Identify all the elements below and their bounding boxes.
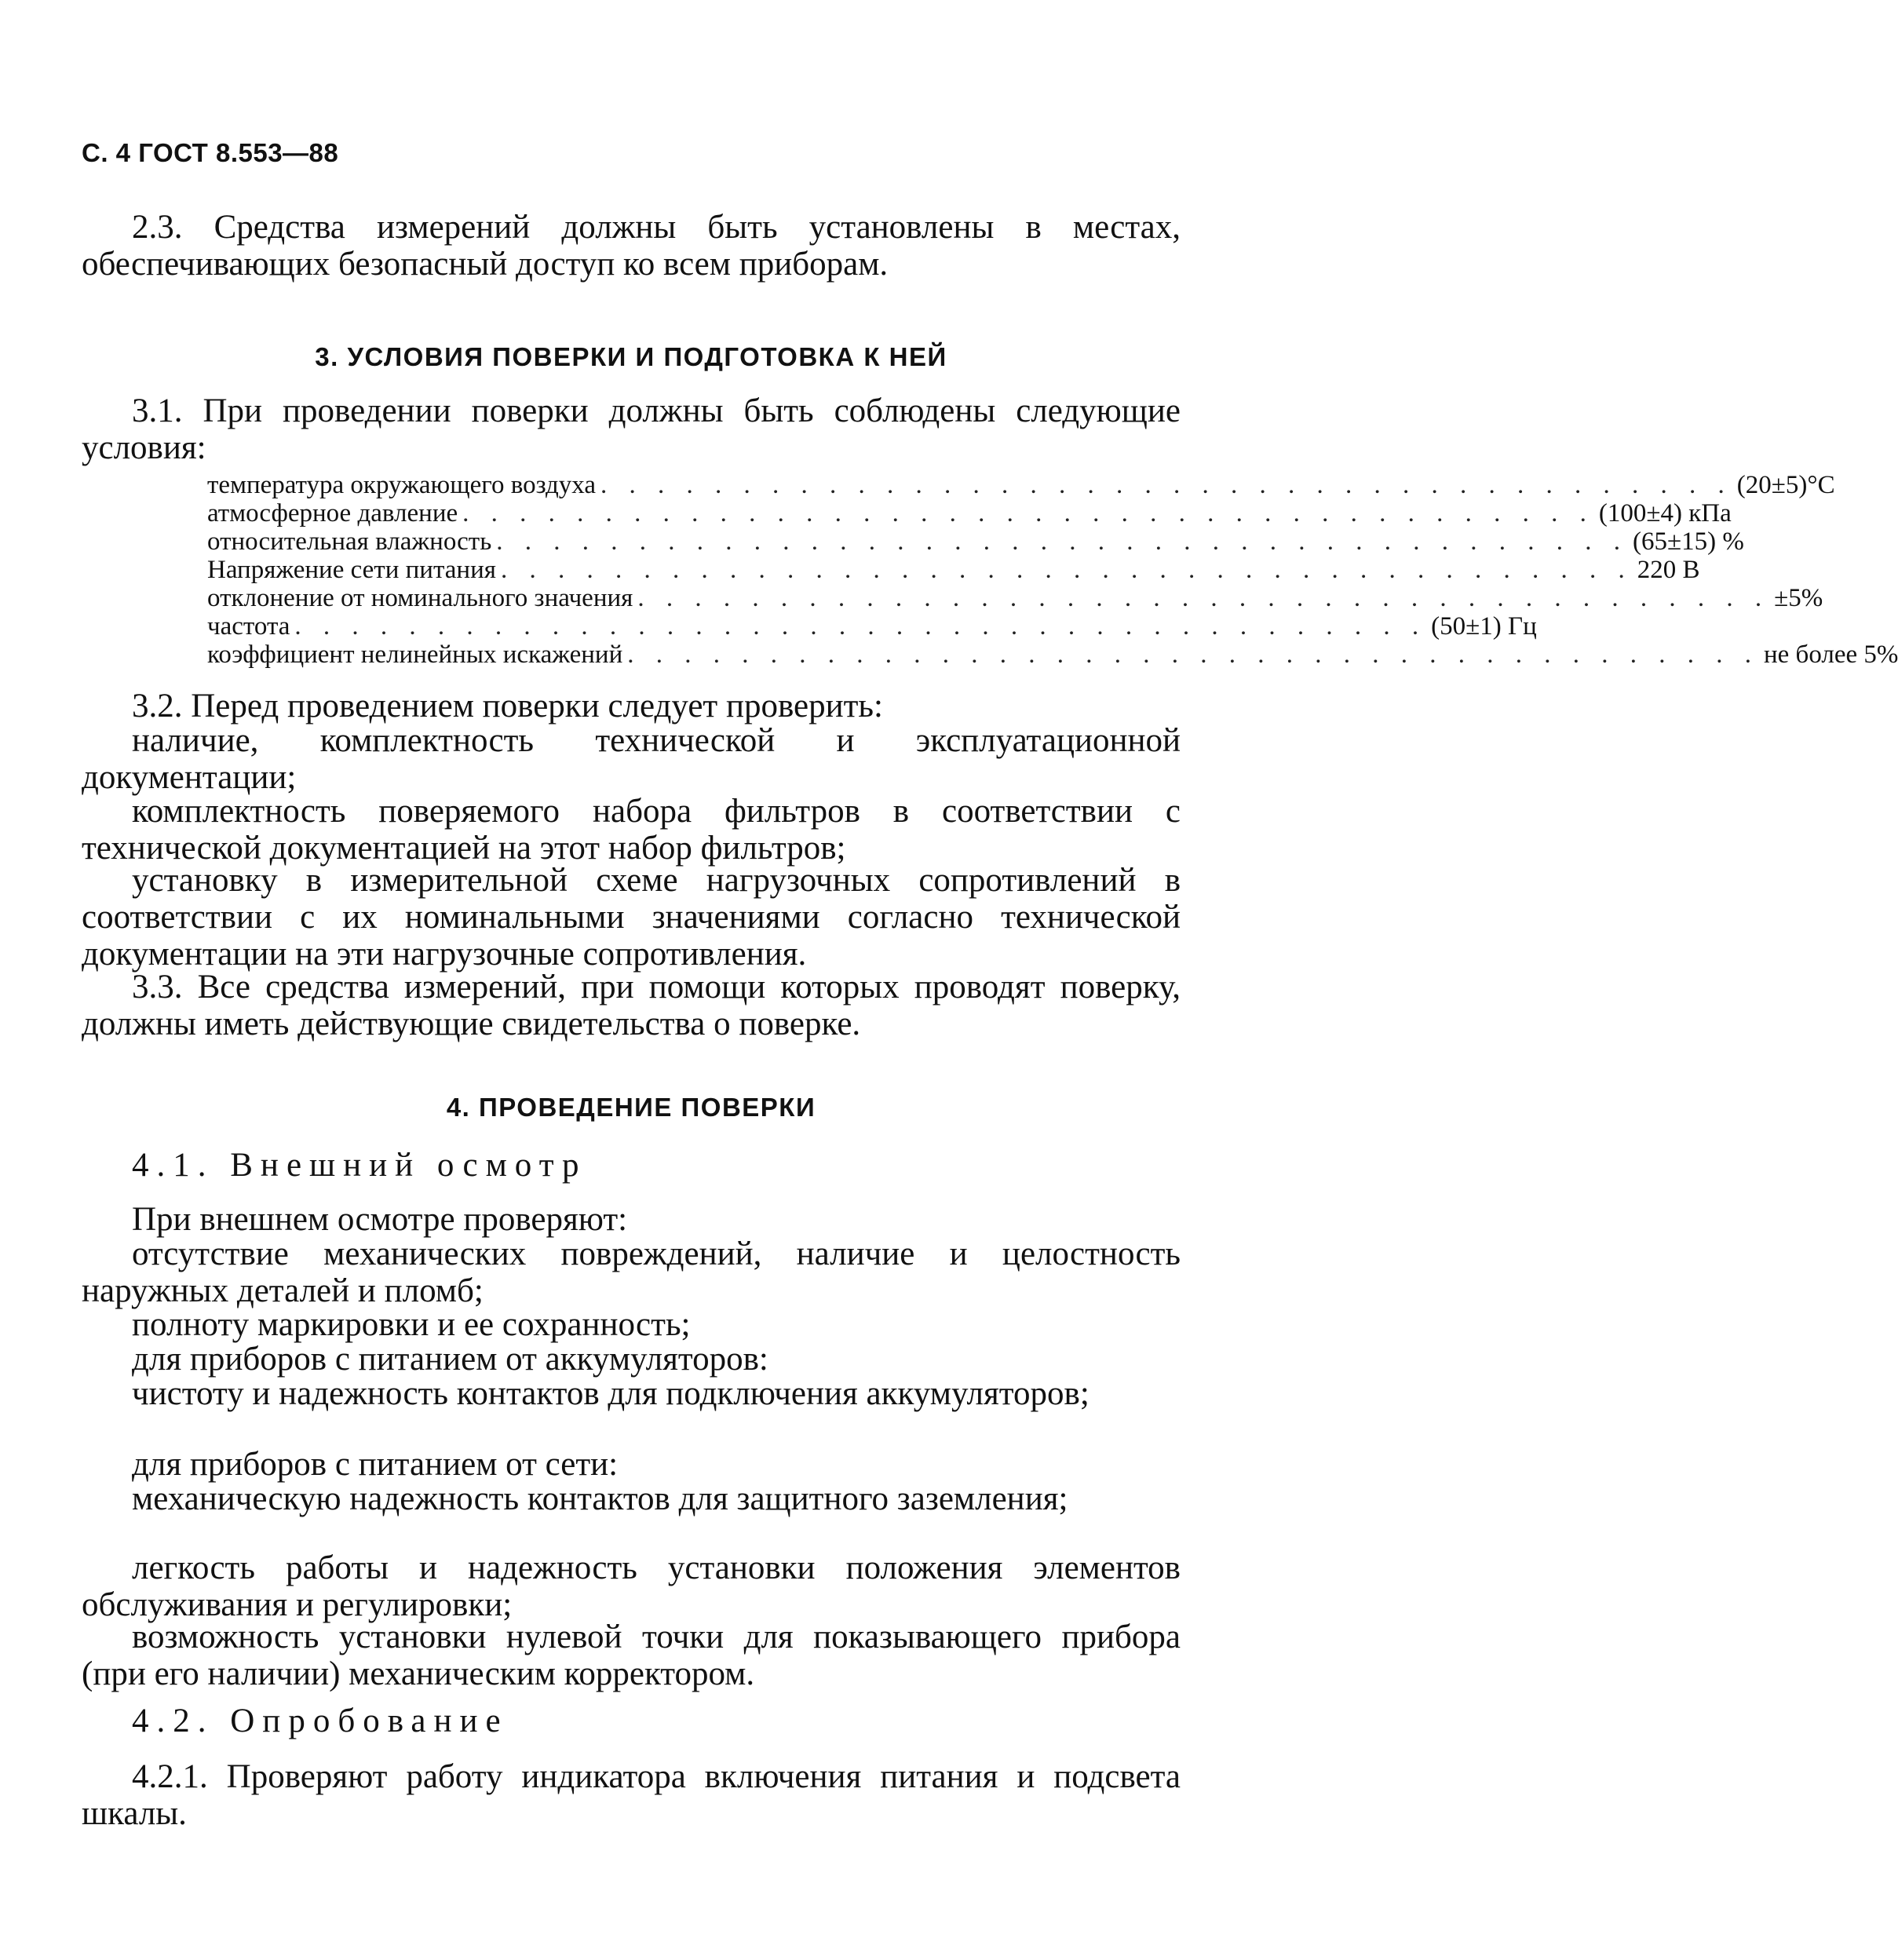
paragraph-4-2-1: 4.2.1. Проверяют работу индикатора включения питания и подсвета шкалы.: [82, 1758, 1181, 1832]
condition-row: [207, 641, 1898, 669]
condition-value: 220 В: [1637, 556, 1700, 584]
paragraph-4-1-item: механическую надежность контактов для защитного заземления;: [132, 1480, 1068, 1517]
paragraph-3-2-item: установку в измерительной схеме нагрузочных сопротивлений в соответствии с их номинальными значениями согласно технической документации на эти нагрузочные сопротивления.: [82, 862, 1181, 973]
leader-dots: . . . . . . . . . . . . . . . . . . . . . . . . . . . . . . . . . . . . . . . .: [637, 584, 1770, 612]
leader-dots: . . . . . . . . . . . . . . . . . . . . . . . . . . . . . . . . . . . . . . . .: [294, 612, 1427, 641]
paragraph-3-2-item: наличие, комплектность технической и эксплуатационной документации;: [82, 722, 1181, 796]
condition-row: [207, 556, 1700, 584]
section-3-title: 3. УСЛОВИЯ ПОВЕРКИ И ПОДГОТОВКА К НЕЙ: [315, 342, 947, 371]
conditions-table: [207, 471, 1898, 669]
subsection-4-2-title: 4.2. Опробование: [132, 1703, 509, 1739]
condition-label: Напряжение сети питания: [207, 556, 496, 584]
condition-row: [207, 471, 1835, 499]
page-header: С. 4 ГОСТ 8.553—88: [82, 138, 339, 167]
leader-dots: . . . . . . . . . . . . . . . . . . . . . . . . . . . . . . . . . . . . . . . .: [496, 527, 1629, 556]
subsection-4-1-title: 4.1. Внешний осмотр: [132, 1147, 587, 1184]
leader-dots: . . . . . . . . . . . . . . . . . . . . . . . . . . . . . . . . . . . . . . . .: [462, 499, 1594, 527]
leader-dots: . . . . . . . . . . . . . . . . . . . . . . . . . . . . . . . . . . . . . . . .: [627, 641, 1759, 669]
paragraph-4-1-item: отсутствие механических повреждений, наличие и целостность наружных деталей и пломб;: [82, 1235, 1181, 1309]
condition-label: частота: [207, 612, 290, 641]
condition-label: температура окружающего воздуха: [207, 471, 597, 499]
paragraph-4-1-item: чистоту и надежность контактов для подключения аккумуляторов;: [132, 1375, 1090, 1412]
paragraph-3-1: 3.1. При проведении поверки должны быть соблюдены следующие условия:: [82, 392, 1181, 466]
condition-value: (20±5)°C: [1736, 471, 1835, 499]
condition-label: относительная влажность: [207, 527, 492, 556]
leader-dots: . . . . . . . . . . . . . . . . . . . . . . . . . . . . . . . . . . . . . . . .: [500, 556, 1633, 584]
condition-label: отклонение от номинального значения: [207, 584, 633, 612]
paragraph-4-1-item: полноту маркировки и ее сохранность;: [132, 1306, 691, 1343]
leader-dots: . . . . . . . . . . . . . . . . . . . . . . . . . . . . . . . . . . . . . . . .: [600, 471, 1732, 499]
condition-value: (100±4) кПа: [1598, 499, 1732, 527]
condition-value: ±5%: [1774, 584, 1823, 612]
section-4-title: 4. ПРОВЕДЕНИЕ ПОВЕРКИ: [446, 1093, 816, 1122]
paragraph-3-2-item: комплектность поверяемого набора фильтров в соответствии с технической документацией на этот набор фильтров;: [82, 793, 1181, 867]
condition-value: (50±1) Гц: [1431, 612, 1537, 641]
condition-row: [207, 499, 1732, 527]
paragraph-4-1-item: легкость работы и надежность установки положения элементов обслуживания и регулировки;: [82, 1549, 1181, 1623]
paragraph-4-1-item: для приборов с питанием от аккумуляторов:: [132, 1341, 768, 1378]
condition-row: [207, 584, 1823, 612]
condition-row: [207, 612, 1537, 641]
paragraph-3-2: 3.2. Перед проведением поверки следует проверить:: [132, 688, 883, 725]
paragraph-4-1-item: возможность установки нулевой точки для показывающего прибора (при его наличии) механическим корректором.: [82, 1619, 1181, 1692]
paragraph-2-3: 2.3. Средства измерений должны быть установлены в местах, обеспечивающих безопасный доступ ко всем приборам.: [82, 209, 1181, 283]
condition-row: [207, 527, 1744, 556]
paragraph-3-3: 3.3. Все средства измерений, при помощи которых проводят поверку, должны иметь действующие свидетельства о поверке.: [82, 969, 1181, 1042]
condition-label: атмосферное давление: [207, 499, 458, 527]
condition-value: (65±15) %: [1633, 527, 1744, 556]
condition-label: коэффициент нелинейных искажений: [207, 641, 623, 669]
paragraph-4-1-intro: При внешнем осмотре проверяют:: [132, 1201, 628, 1238]
condition-value: не более 5%: [1763, 641, 1898, 669]
paragraph-4-1-item: для приборов с питанием от сети:: [132, 1446, 619, 1483]
